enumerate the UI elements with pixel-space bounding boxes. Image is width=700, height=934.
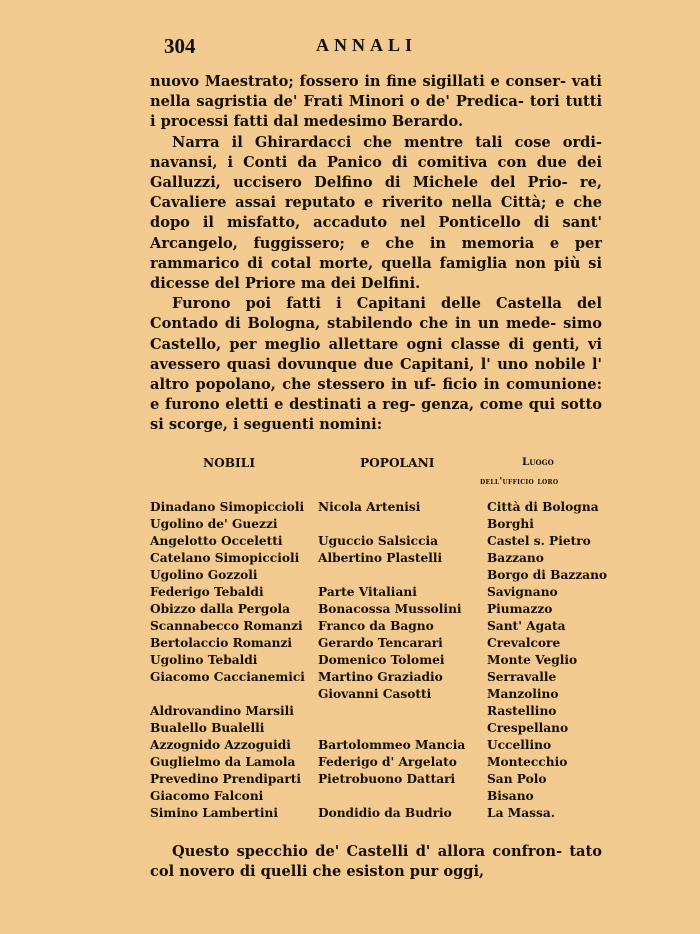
popolano-name: Giovanni Casotti xyxy=(318,687,432,701)
table-row xyxy=(150,601,605,618)
closing-paragraph xyxy=(150,842,602,882)
table-row xyxy=(150,652,605,669)
place-name: Crespellano xyxy=(487,721,569,735)
text-line: genza, come qui sotto si scorge, i seguenti nomini: xyxy=(150,396,602,434)
place-name: Savignano xyxy=(487,585,558,599)
popolano-name: Franco da Bagno xyxy=(318,619,434,633)
header-nobili: NOBILI xyxy=(203,456,256,470)
table-row xyxy=(150,771,605,788)
table-row xyxy=(150,499,605,516)
nobile-name: Dinadano Simopiccioli xyxy=(150,500,305,514)
place-name: Borgo di Bazzano xyxy=(487,568,608,582)
nobile-name: Azzognido Azzoguidi xyxy=(150,738,291,752)
popolano-name: Pietrobuono Dattari xyxy=(318,772,456,786)
header-luogo-subtitle: dell'ufficio loro xyxy=(480,476,559,487)
table-row xyxy=(150,550,605,567)
nobile-name: Simino Lambertini xyxy=(150,806,278,820)
popolano-name: Federigo d' Argelato xyxy=(318,755,457,769)
place-name: Castel s. Pietro xyxy=(487,534,591,548)
nobile-name: Prevedino Prendiparti xyxy=(150,772,302,786)
popolano-name: Domenico Tolomei xyxy=(318,653,445,667)
text-line: Contado di Bologna, stabilendo che in un mede- xyxy=(150,315,557,333)
table-row xyxy=(150,669,605,686)
place-name: La Massa. xyxy=(487,806,555,820)
body-text xyxy=(150,72,602,436)
popolano-name: Nicola Artenisi xyxy=(318,500,421,514)
table-row xyxy=(150,567,608,584)
header-luogo: Luogo xyxy=(522,456,554,468)
nobile-name: Federigo Tebaldi xyxy=(150,585,264,599)
place-name: Borghi xyxy=(487,517,534,531)
paragraph-closing xyxy=(150,842,602,882)
nobile-name: Guglielmo da Lamola xyxy=(150,755,296,769)
paragraph-2 xyxy=(150,133,602,295)
text-line: tato col novero di quelli che esiston pur oggi, xyxy=(150,843,602,881)
text-line: navansi, i Conti da Panico di comitiva con due xyxy=(150,153,567,171)
nobile-name: Catelano Simopiccioli xyxy=(150,551,300,565)
place-name: Uccellino xyxy=(487,738,552,752)
nobile-name: Angelotto Occeletti xyxy=(150,534,283,548)
place-name: Città di Bologna xyxy=(487,500,599,514)
place-name: Montecchio xyxy=(487,755,568,769)
place-name: Bisano xyxy=(487,789,534,803)
table-row xyxy=(150,805,605,822)
text-line: tori tutti i processi fatti dal medesimo Berardo. xyxy=(150,93,602,131)
table-body xyxy=(150,499,608,822)
nobile-name: Obizzo dalla Pergola xyxy=(150,602,290,616)
table-row xyxy=(150,703,605,720)
nobile-name: Bertolaccio Romanzi xyxy=(150,636,293,650)
paragraph-1 xyxy=(150,72,602,133)
table-row xyxy=(150,516,605,533)
popolano-name: Bartolommeo Mancia xyxy=(318,738,466,752)
text-line: re, Cavaliere assai reputato e riverito nella Città; xyxy=(150,174,602,212)
place-name: Crevalcore xyxy=(487,636,561,650)
popolano-name: Bonacossa Mussolini xyxy=(318,602,462,616)
text-line: Questo specchio de' Castelli d' allora confron- xyxy=(172,843,563,860)
nobile-name: Ugolino Gozzoli xyxy=(150,568,258,582)
popolano-name: Martino Graziadio xyxy=(318,670,443,684)
text-line: Narra il Ghirardacci che mentre tali cose ordi- xyxy=(172,133,602,151)
text-line: genti, vi avessero quasi dovunque due Capitani, xyxy=(150,335,602,373)
header-popolani: POPOLANI xyxy=(360,456,435,470)
popolano-name: Dondidio da Budrio xyxy=(318,806,452,820)
popolano-name: Uguccio Salsiccia xyxy=(318,534,439,548)
place-name: Piumazzo xyxy=(487,602,553,616)
table-row xyxy=(150,635,605,652)
text-line: l' uno nobile l' altro popolano, che stessero in uf- xyxy=(150,355,602,394)
text-line: per rammarico di cotal morte, quella famiglia non xyxy=(150,234,602,272)
text-line: più si dicesse del Priore ma dei Delfini. xyxy=(150,254,603,293)
place-name: Monte Veglio xyxy=(487,653,578,667)
text-line: e che dopo il misfatto, accaduto nel Ponticello di xyxy=(150,194,602,232)
nobile-name: Scannabecco Romanzi xyxy=(150,619,303,633)
page-header xyxy=(150,34,600,60)
place-name: San Polo xyxy=(487,772,547,786)
nobile-name: Giacomo Caccianemici xyxy=(150,670,305,684)
paragraph-3 xyxy=(150,294,602,435)
place-name: Bazzano xyxy=(487,551,544,565)
running-head: ANNALI xyxy=(316,35,418,55)
popolano-name: Albertino Plastelli xyxy=(318,551,443,565)
page-number: 304 xyxy=(164,34,196,58)
text-line: sant' Arcangelo, fuggissero; e che in memoria e xyxy=(150,214,602,252)
table-row xyxy=(150,720,605,737)
table-row xyxy=(150,788,605,805)
nobile-name: Giacomo Falconi xyxy=(150,789,264,803)
text-line: simo Castello, per meglio allettare ogni classe di xyxy=(150,315,602,353)
nobile-name: Ugolino Tebaldi xyxy=(150,653,258,667)
text-line: dei Galluzzi, uccisero Delfino di Michele del Prio- xyxy=(150,153,602,192)
table-row xyxy=(150,737,605,754)
popolano-name: Gerardo Tencarari xyxy=(318,636,443,650)
nobile-name: Bualello Bualelli xyxy=(150,721,265,735)
place-name: Manzolino xyxy=(487,687,559,701)
table-row xyxy=(150,618,605,635)
place-name: Rastellino xyxy=(487,704,557,718)
nobile-name: Aldrovandino Marsili xyxy=(150,704,294,718)
text-line: nuovo Maestrato; fossero in fine sigillati e conser- xyxy=(150,73,567,90)
table-row xyxy=(150,533,605,550)
popolano-name: Parte Vitaliani xyxy=(318,585,417,599)
table-row xyxy=(150,754,605,771)
nobile-name: Ugolino de' Guezzi xyxy=(150,517,278,531)
text-line: vati nella sagristia de' Frati Minori o de' Predica- xyxy=(150,73,602,111)
table-row xyxy=(150,584,605,601)
text-line: ficio in comunione: e furono eletti e destinati a reg- xyxy=(150,376,602,414)
text-line: Furono poi fatti i Capitani delle Castella del xyxy=(172,295,602,313)
place-name: Serravalle xyxy=(487,670,557,684)
table-row xyxy=(150,686,605,703)
place-name: Sant' Agata xyxy=(487,619,566,633)
